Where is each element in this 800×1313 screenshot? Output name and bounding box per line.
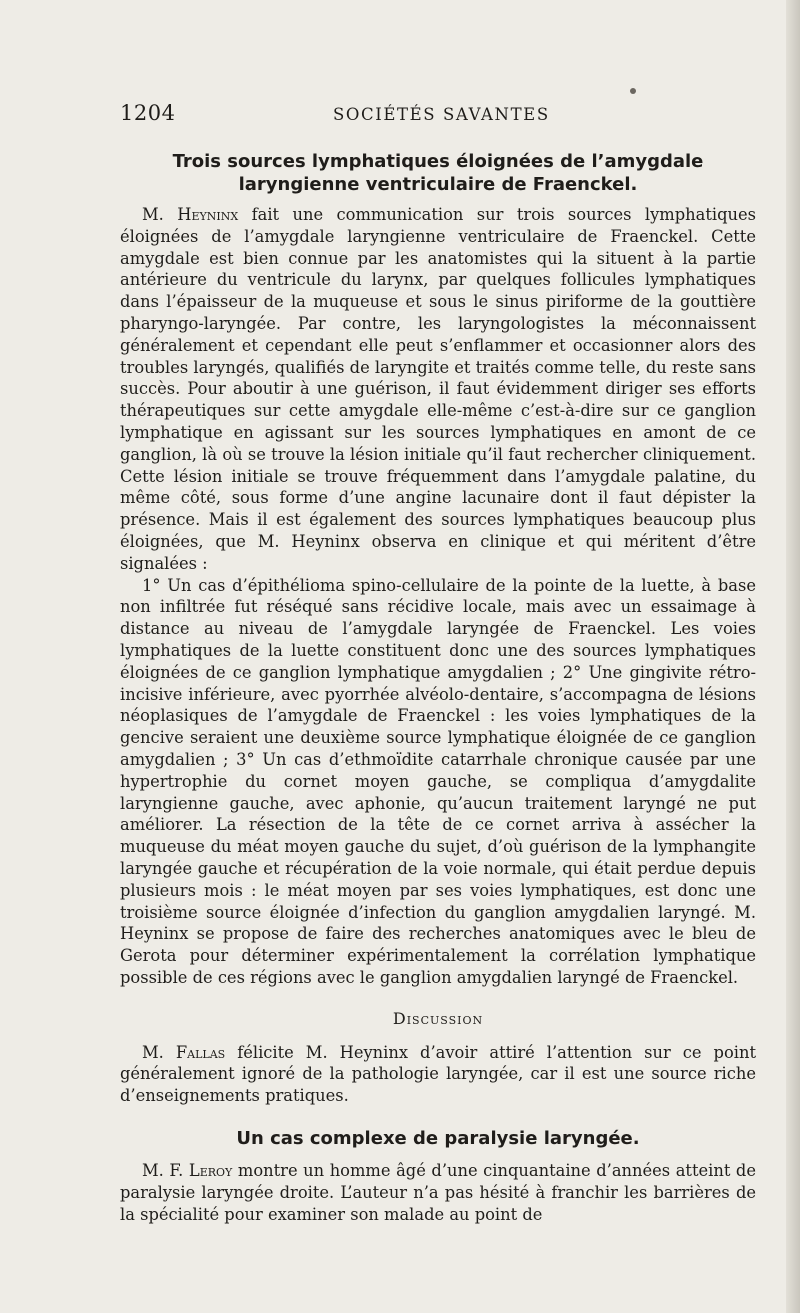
- article-paragraph-cases: 1° Un cas d’épithélioma spino-cellulaire de la pointe de la luette, à base non infiltrée fut réséqué sans récidive locale, mais avec un essaimage à distance au niveau de l’amygdale laryngée de Fraenckel. Les voies lymphatiques de la luette constituent donc une des sources lymphatiques éloignées de ce ganglion lymphatique amygdalien ; 2° Une gingivite rétro-incisive inférieure, avec pyorrhée alvéolo-dentaire, s’accompagna de lésions néoplasiques de l’amygdale de Fraenckel : les voies lymphatiques de la gencive seraient une deuxième source lymphatique éloignée de ce ganglion amygdalien ; 3° Un cas d’ethmoïdite catarrhale chronique causée par une hypertrophie du cornet moyen gauche, se compliqua d’amygdalite laryngienne gauche, avec aphonie, qu’aucun traitement laryngé ne put améliorer. La résection de la tête de ce cornet arriva à assécher la muqueuse du méat moyen gauche du sujet, d’où guérison de la lymphangite laryngée gauche et récupération de la voie normale, qui était perdue depuis plusieurs mois : le méat moyen par ses voies lymphatiques, est donc une troisième source éloignée d’infection du ganglion amygdalien laryngé. M. Heyninx se propose de faire des recherches anatomiques avec le bleu de Gerota pour déterminer expérimentalement la corrélation lymphatique possible de ces régions avec le ganglion amygdalien laryngé de Fraenckel.: [120, 575, 756, 987]
- author-leroy: M. F. Leroy: [142, 1161, 233, 1181]
- running-head: SOCIÉTÉS SAVANTES: [333, 105, 550, 124]
- page-header: [120, 101, 720, 131]
- author-fallas: M. Fallas: [142, 1042, 226, 1062]
- discussion-paragraph: [120, 1042, 756, 1107]
- discussion-text: félicite M. Heyninx d’avoir attiré l’attention sur ce point généralement ignoré de la pathologie laryngée, car il est une source riche d’enseignements pratiques.: [120, 1042, 756, 1106]
- article-paragraph-intro: [120, 204, 756, 575]
- article-paragraph-leroy: [120, 1160, 756, 1225]
- article-title-laryngeal-paralysis: Un cas complexe de paralysie laryngée.: [236, 1128, 640, 1150]
- page-number: 1204: [120, 101, 176, 125]
- author-heyninx: M. Heyninx: [142, 205, 239, 224]
- page-edge-shadow: [786, 0, 800, 1313]
- page-body: [120, 150, 756, 1225]
- paragraph-text: fait une communication sur trois sources lymphatiques éloignées de l’amygdale laryngienne ventriculaire de Fraenckel. Cette amygdale est bien connue par les anatomistes qui la situent à la partie antérieure du ventricule du larynx, par quelques follicules lymphatiques dans l’épaisseur de la muqueuse et sous le sinus piriforme de la gouttière pharyngo-laryngée. Par contre, les laryngologistes la méconnaissent généralement et cependant elle peut s’enflammer et occasionner alors des troubles laryngés, qualifiés de laryngite et traités comme telle, du reste sans succès. Pour aboutir à une guérison, il faut évidemment diriger ses efforts thérapeutiques sur cette amygdale elle-même c’est-à-dire sur ce ganglion lymphatique en agissant sur les sources lymphatiques en amont de ce ganglion, là où se trouve la lésion initiale qu’il faut rechercher cliniquement. Cette lésion initiale se trouve fréquemment dans l’amygdale palatine, du même côté, sous forme d’une angine lacunaire dont il faut dépister la présence. Mais il est également des sources lymphatiques beaucoup plus éloignées, que M. Heyninx observa en clinique et qui méritent d’être signalées :: [120, 205, 756, 573]
- leroy-text: montre un homme âgé d’une cinquantaine d’années atteint de paralysie laryngée droite. L’auteur n’a pas hésité à franchir les barrières de la spécialité pour examiner son malade au point de: [120, 1161, 756, 1224]
- discussion-heading: Discussion: [392, 1008, 484, 1028]
- ink-spot: [630, 88, 636, 94]
- article-title-lymphatic-sources: Trois sources lymphatiques éloignées de l’amygdale laryngienne ventriculaire de Fraenckel.: [172, 151, 704, 195]
